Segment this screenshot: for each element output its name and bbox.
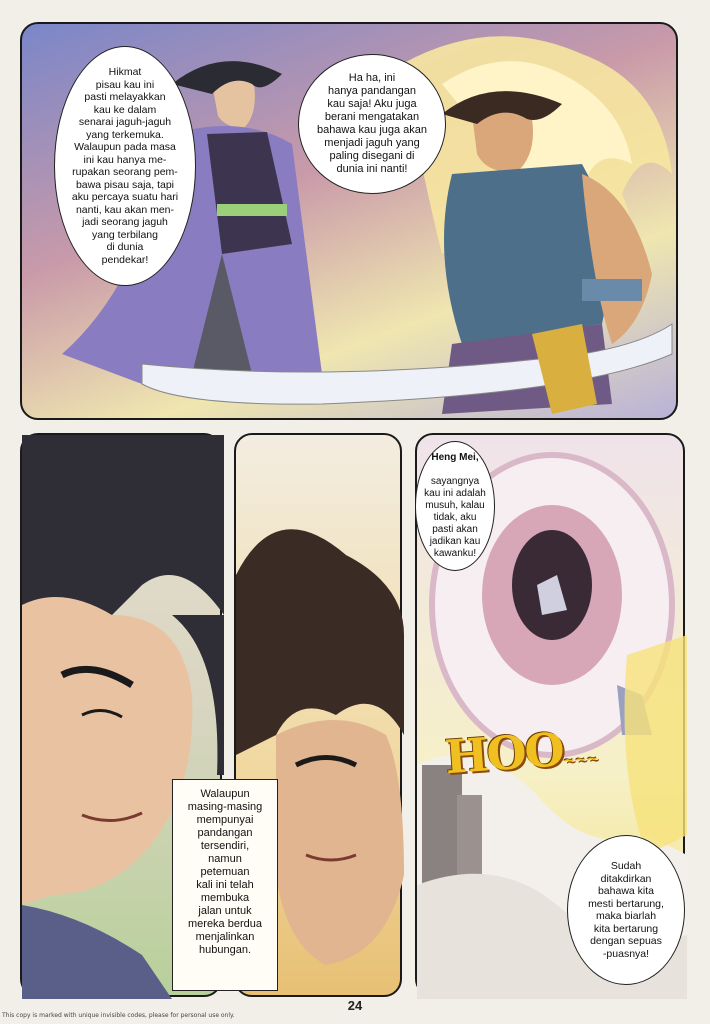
- speech-text: sayangnya kau ini adalah musuh, kalau tidak, aku pasti akan jadikan kau kawanku!: [424, 476, 486, 559]
- speech-bubble-heng-mei: [415, 441, 495, 571]
- speech-bubble-right: Ha ha, ini hanya pandangan kau saja! Aku juga berani mengatakan bahawa kau juga akan menjadi jaguh yang paling disegani di dunia ini nanti!: [298, 54, 446, 194]
- sfx-tail: ~~~: [562, 750, 600, 770]
- panel-bottom-right: [415, 433, 685, 997]
- panel-top: [20, 22, 678, 420]
- page-number: 24: [347, 998, 363, 1013]
- sfx-text: HOO: [443, 722, 565, 785]
- sound-effect: [443, 720, 599, 785]
- narration-caption: Walaupun masing-masing mempunyai pandangan tersendiri, namun petemuan kali ini telah membuka jalan untuk mereka berdua menjalinkan hubungan.: [172, 779, 278, 991]
- panel-bottom-middle: [187, 433, 402, 997]
- speaker-name: Heng Mei,: [431, 452, 479, 463]
- footer-note: This copy is marked with unique invisible codes, please for personal use only.: [2, 1012, 235, 1019]
- speech-bubble-bottom: Sudah ditakdirkan bahawa kita mesti bertarung, maka biarlah kita bertarung dengan sepuas -puasnya!: [567, 835, 685, 985]
- speech-bubble-left: Hikmat pisau kau ini pasti melayakkan kau ke dalam senarai jaguh-jaguh yang terkemuka. Walaupun pada masa ini kau hanya me- rupakan seorang pem- bawa pisau saja, tapi aku percaya suatu hari nanti, kau akan men- jadi seorang jaguh yang terbilang di dunia pendekar!: [54, 46, 196, 286]
